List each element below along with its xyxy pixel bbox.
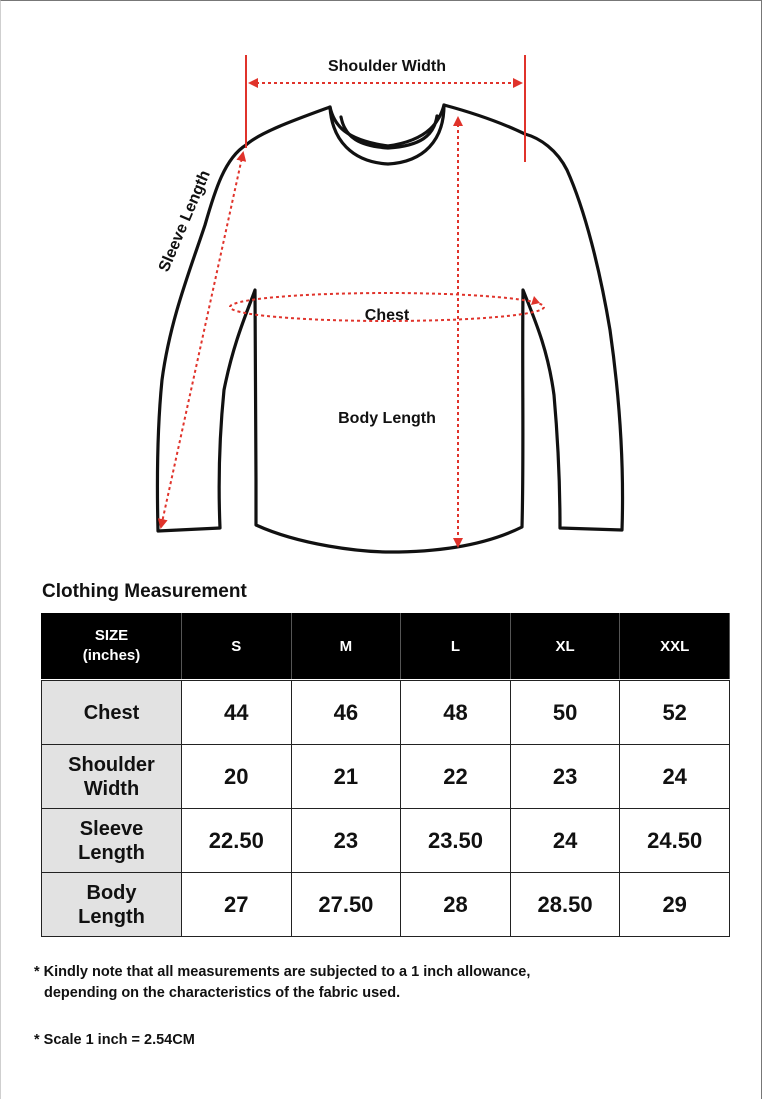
collar-inner (341, 116, 437, 148)
allowance-note-line2: depending on the characteristics of the fabric used. (44, 985, 401, 1001)
row-label-line: Shoulder (68, 753, 155, 776)
section-title: Clothing Measurement (42, 581, 247, 602)
table-cell: 48 (401, 681, 511, 745)
row-label-line: Sleeve (79, 817, 144, 840)
table-cell: 22 (401, 745, 511, 809)
row-label-line: Body (86, 881, 137, 904)
size-column-header: L (401, 613, 511, 679)
size-header-cell (42, 613, 182, 679)
table-cell: 50 (510, 681, 620, 745)
table-cell: 22.50 (182, 809, 292, 873)
table-row (42, 745, 730, 809)
shoulder-width-label: Shoulder Width (327, 58, 447, 75)
sleeve-length-label: Sleeve Length (155, 167, 214, 275)
size-column-header: XXL (620, 613, 730, 679)
table-cell: 24 (620, 745, 730, 809)
body-length-label: Body Length (338, 410, 436, 427)
table-cell: 24 (510, 809, 620, 873)
table-cell: 23.50 (401, 809, 511, 873)
table-cell: 23 (510, 745, 620, 809)
row-label-line: Length (78, 905, 145, 928)
table-cell: 23 (291, 809, 401, 873)
size-header-line1: SIZE (94, 627, 129, 644)
table-cell: 44 (182, 681, 292, 745)
row-label-line: Length (78, 841, 145, 864)
size-column-header: M (291, 613, 401, 679)
table-cell: 27.50 (291, 873, 401, 937)
table-row (42, 809, 730, 873)
table-cell: 27 (182, 873, 292, 937)
table-cell: 29 (620, 873, 730, 937)
chest-label: Chest (364, 307, 410, 324)
table-cell: 28.50 (510, 873, 620, 937)
row-label-line: Width (83, 777, 140, 800)
table-cell: 24.50 (620, 809, 730, 873)
table-cell: 20 (182, 745, 292, 809)
table-header-row (42, 613, 730, 679)
row-label (42, 873, 182, 937)
table-row (42, 873, 730, 937)
table-row (42, 681, 730, 745)
row-label (42, 681, 182, 745)
shirt-body-outline (157, 105, 622, 552)
size-header-line2: (inches) (82, 647, 141, 664)
sleeve-length-arrow (161, 153, 243, 527)
allowance-note (34, 962, 734, 1004)
table-cell: 46 (291, 681, 401, 745)
row-label (42, 745, 182, 809)
chest-arrow-head (531, 296, 540, 305)
table-cell: 52 (620, 681, 730, 745)
row-label-line: Chest (83, 701, 140, 724)
table-cell: 28 (401, 873, 511, 937)
shirt-outline (157, 105, 622, 552)
size-column-header: XL (510, 613, 620, 679)
size-column-header: S (182, 613, 292, 679)
size-chart-table (41, 613, 730, 937)
scale-note: * Scale 1 inch = 2.54CM (34, 1032, 195, 1048)
table-cell: 21 (291, 745, 401, 809)
row-label (42, 809, 182, 873)
allowance-note-line1: * Kindly note that all measurements are subjected to a 1 inch allowance, (34, 964, 531, 980)
